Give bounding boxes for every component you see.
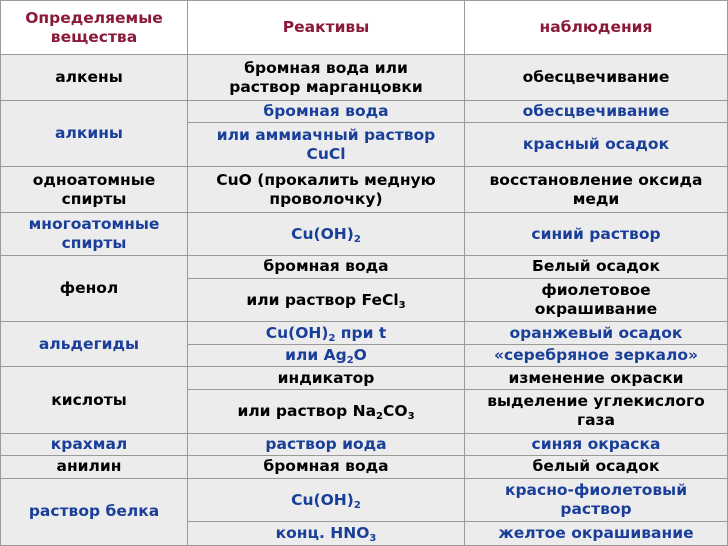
reagent-phenol-2-subscript: 3 [398, 299, 406, 311]
substance-alkenes: алкены [1, 55, 188, 101]
reagent-monohydric-alcohols [188, 167, 465, 213]
reagent-aniline: бромная вода [188, 456, 465, 478]
reagent-alkenes [188, 55, 465, 101]
reagent-phenol-2-formula: или раствор FeCl [246, 290, 399, 309]
table-row [1, 322, 728, 344]
reagent-monohydric-line1: CuO (прокалить медную [216, 170, 436, 189]
substance-polyhydric-line2: спирты [61, 234, 127, 253]
reagent-protein-2-formula: конц. HNO [275, 524, 370, 543]
substance-monohydric-line1: одноатомные [32, 170, 156, 189]
substance-monohydric-line2: спирты [61, 189, 127, 208]
reagent-alkynes-2-line2: CuCl [306, 144, 346, 163]
reagent-aldehydes-1 [188, 322, 465, 344]
reagent-alkynes-2-line1: или аммиачный раствор [216, 125, 436, 144]
observation-protein-1-line2: раствор [560, 500, 632, 519]
table-row [1, 167, 728, 213]
reagent-acids-1: индикатор [188, 367, 465, 389]
substance-polyhydric-line1: многоатомные [28, 215, 160, 234]
reagent-protein-2 [188, 522, 465, 546]
header-substances [1, 1, 188, 55]
table-row [1, 101, 728, 123]
table-row [1, 213, 728, 256]
reagent-aldehydes-2-subscript: 2 [346, 355, 354, 367]
observation-monohydric-line2: меди [572, 189, 620, 208]
observation-monohydric-alcohols [465, 167, 728, 213]
substance-polyhydric-alcohols [1, 213, 188, 256]
reagent-aldehydes-1-subscript: 2 [328, 332, 336, 344]
observation-aldehydes-1: оранжевый осадок [465, 322, 728, 344]
reagent-acids-2-formula-mid: CO [383, 401, 408, 420]
reagent-aldehydes-1-formula: Cu(OH) [265, 323, 329, 342]
reagent-aldehydes-1-tail: при t [335, 323, 387, 342]
reagent-acids-2-subscript-1: 2 [376, 410, 383, 422]
observation-protein-2: желтое окрашивание [465, 522, 728, 546]
observation-alkenes: обесцвечивание [465, 55, 728, 101]
header-row [1, 1, 728, 55]
table-row [1, 367, 728, 389]
substance-acids: кислоты [1, 367, 188, 433]
header-reagents: Реактивы [188, 1, 465, 55]
reagent-starch: раствор иода [188, 433, 465, 455]
observation-acids-2-line1: выделение углекислого [487, 392, 705, 411]
header-substances-line2: вещества [50, 27, 138, 46]
observation-alkynes-2: красный осадок [465, 123, 728, 167]
reagent-aldehydes-2-tail: O [353, 346, 367, 365]
table-row [1, 433, 728, 455]
table-row [1, 55, 728, 101]
observation-starch: синяя окраска [465, 433, 728, 455]
header-substances-line1: Определяемые [25, 8, 163, 27]
reagent-protein-1 [188, 478, 465, 522]
reagent-acids-2 [188, 389, 465, 433]
observation-acids-2-line2: газа [576, 411, 616, 430]
substance-starch: крахмал [1, 433, 188, 455]
reagent-acids-2-subscript-2: 3 [407, 410, 415, 422]
observation-phenol-1: Белый осадок [465, 256, 728, 278]
reagent-alkynes-1: бромная вода [188, 101, 465, 123]
table-row [1, 456, 728, 478]
observation-protein-1-line1: красно-фиолетовый [504, 481, 688, 500]
reagent-aldehydes-2 [188, 344, 465, 366]
substance-aldehydes: альдегиды [1, 322, 188, 367]
reagent-phenol-2 [188, 278, 465, 322]
reagent-protein-1-subscript: 2 [353, 499, 361, 511]
substance-alkynes: алкины [1, 101, 188, 167]
reagent-protein-2-subscript: 3 [369, 533, 377, 545]
observation-acids-1: изменение окраски [465, 367, 728, 389]
observation-phenol-2-line2: окрашивание [534, 300, 658, 318]
table-row [1, 256, 728, 278]
reagent-alkenes-line1: бромная вода или [244, 58, 408, 77]
reagent-monohydric-line2: проволочку) [269, 189, 383, 208]
substance-protein: раствор белка [1, 478, 188, 545]
observation-alkynes-1: обесцвечивание [465, 101, 728, 123]
reagent-alkynes-2 [188, 123, 465, 167]
reagent-aldehydes-2-formula: или Ag [285, 346, 347, 365]
observation-phenol-2-line1: фиолетовое [541, 281, 651, 299]
observation-phenol-2 [465, 278, 728, 322]
header-observations: наблюдения [465, 1, 728, 55]
reagent-acids-2-formula: или раствор Na [237, 401, 377, 420]
substance-aniline: анилин [1, 456, 188, 478]
reagent-polyhydric-formula: Cu(OH) [291, 224, 354, 243]
reagent-alkenes-line2: раствор марганцовки [229, 77, 423, 96]
observation-monohydric-line1: восстановление оксида [489, 170, 703, 189]
reagent-phenol-1: бромная вода [188, 256, 465, 278]
reagent-polyhydric-subscript: 2 [353, 233, 361, 245]
observation-acids-2 [465, 389, 728, 433]
observation-polyhydric-alcohols: синий раствор [465, 213, 728, 256]
observation-aniline: белый осадок [465, 456, 728, 478]
reagent-protein-1-formula: Cu(OH) [291, 490, 354, 509]
substance-monohydric-alcohols [1, 167, 188, 213]
table-row [1, 478, 728, 522]
observation-aldehydes-2: «серебряное зеркало» [465, 344, 728, 366]
observation-protein-1 [465, 478, 728, 522]
reagent-polyhydric-alcohols [188, 213, 465, 256]
substance-phenol: фенол [1, 256, 188, 322]
